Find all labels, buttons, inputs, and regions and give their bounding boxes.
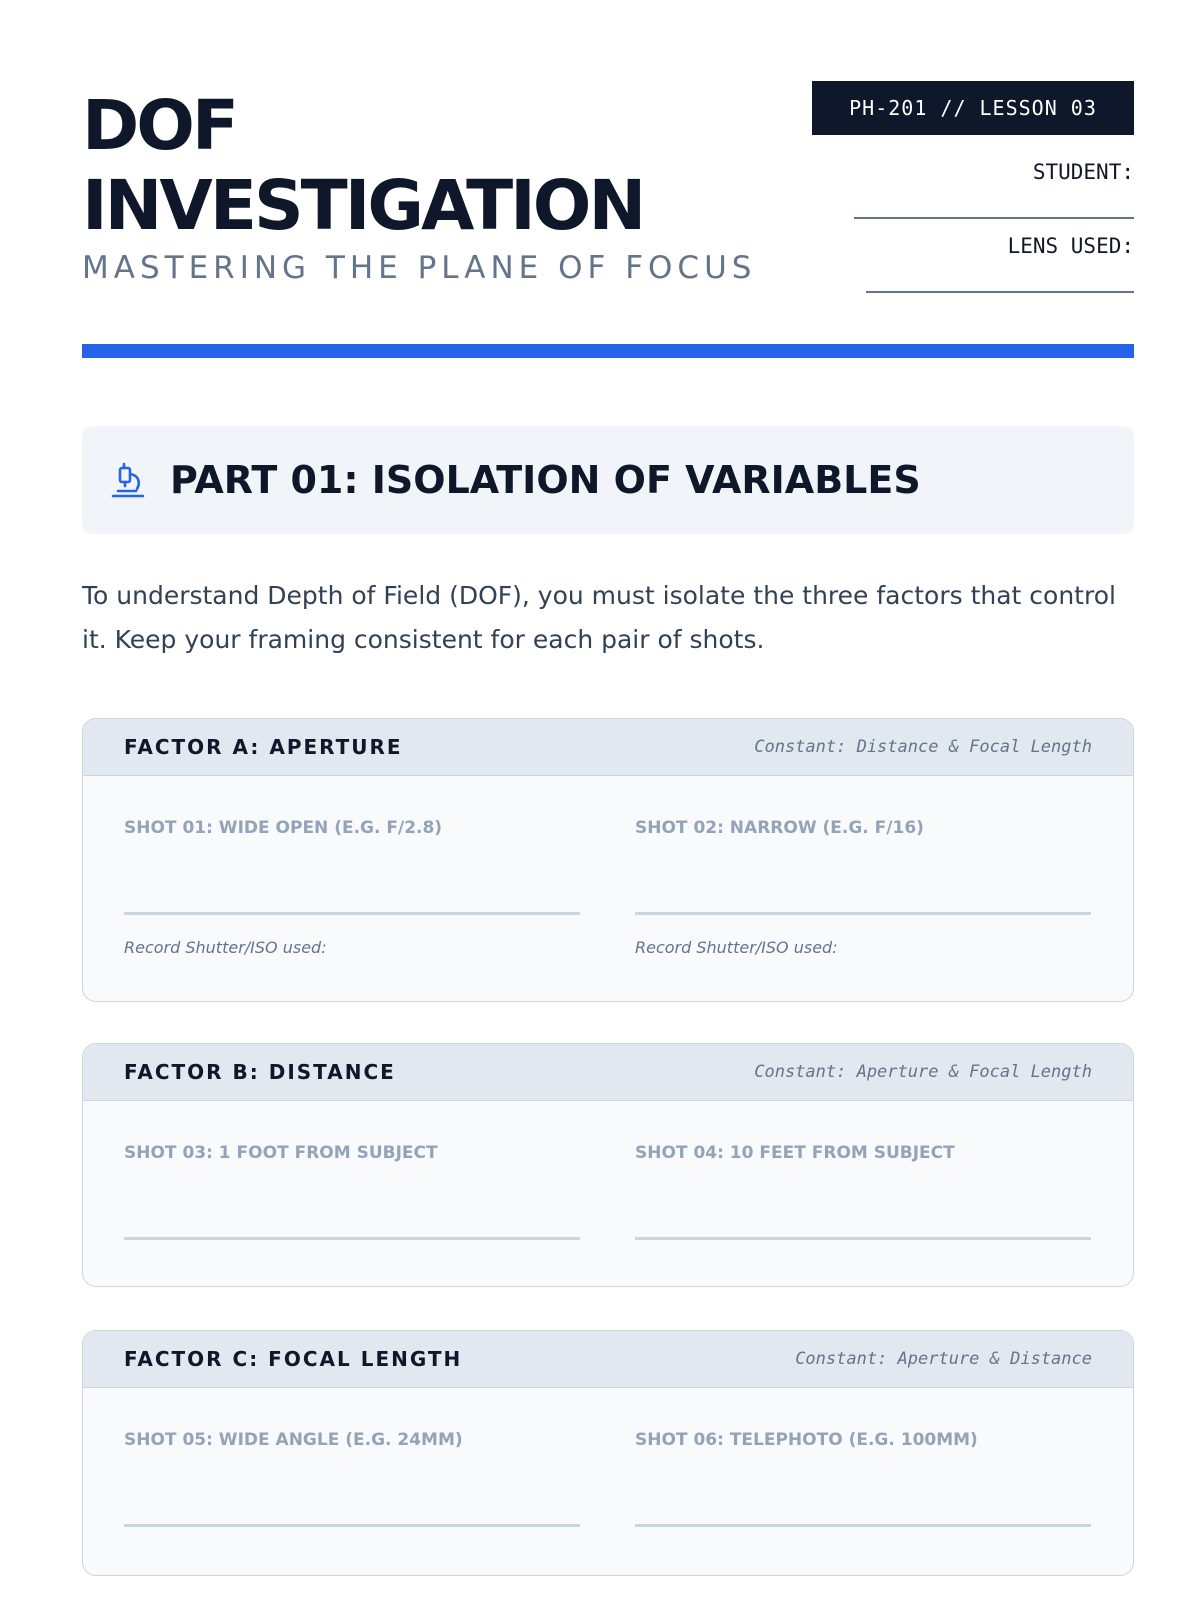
factor-title: FACTOR B: DISTANCE [124, 1060, 396, 1084]
factor-title: FACTOR A: APERTURE [124, 735, 403, 759]
shot-05-entry-line[interactable] [124, 1524, 580, 1527]
shot-note: Record Shutter/ISO used: [124, 938, 327, 957]
microscope-icon [110, 460, 146, 500]
title-line-1: DOF [82, 86, 237, 166]
section-intro: To understand Depth of Field (DOF), you must isolate the three factors that control it. Keep your framing consistent for each pair of shots. [82, 581, 1116, 654]
factor-card-focal-length [82, 1330, 1134, 1576]
lens-label: LENS USED: [1007, 234, 1134, 258]
factor-constant: Constant: Aperture & Focal Length [754, 1062, 1092, 1082]
student-name-field[interactable] [854, 217, 1134, 219]
factor-constant: Constant: Distance & Focal Length [754, 737, 1092, 757]
title-line-2: INVESTIGATION [82, 166, 644, 246]
section-heading [82, 426, 1134, 534]
factor-card-header [83, 1331, 1133, 1388]
shot-label: SHOT 02: NARROW (E.G. F/16) [635, 818, 924, 838]
shot-label: SHOT 06: TELEPHOTO (E.G. 100MM) [635, 1430, 978, 1450]
factor-card-header [83, 1044, 1133, 1101]
factor-title: FACTOR C: FOCAL LENGTH [124, 1347, 463, 1371]
section-title: PART 01: ISOLATION OF VARIABLES [170, 458, 921, 502]
shot-01-entry-line[interactable] [124, 912, 580, 915]
student-label: STUDENT: [1032, 160, 1134, 184]
factor-constant: Constant: Aperture & Distance [795, 1349, 1092, 1369]
page-title [82, 86, 643, 246]
worksheet-header [82, 0, 1134, 358]
shot-label: SHOT 03: 1 FOOT FROM SUBJECT [124, 1143, 438, 1163]
shot-note: Record Shutter/ISO used: [635, 938, 838, 957]
shot-02-entry-line[interactable] [635, 912, 1091, 915]
worksheet-page [82, 0, 1134, 1450]
page-subtitle: MASTERING THE PLANE OF FOCUS [82, 250, 757, 286]
shot-04-entry-line[interactable] [635, 1237, 1091, 1240]
shot-label: SHOT 01: WIDE OPEN (E.G. F/2.8) [124, 818, 443, 838]
shot-06-entry-line[interactable] [635, 1524, 1091, 1527]
shot-03-entry-line[interactable] [124, 1237, 580, 1240]
shot-label: SHOT 04: 10 FEET FROM SUBJECT [635, 1143, 955, 1163]
factor-card-header [83, 719, 1133, 776]
shot-label: SHOT 05: WIDE ANGLE (E.G. 24MM) [124, 1430, 463, 1450]
factor-card-distance [82, 1043, 1134, 1287]
factor-card-aperture [82, 718, 1134, 1002]
lens-used-field[interactable] [866, 291, 1134, 293]
lesson-badge: PH-201 // LESSON 03 [812, 81, 1134, 135]
accent-divider [82, 344, 1134, 358]
